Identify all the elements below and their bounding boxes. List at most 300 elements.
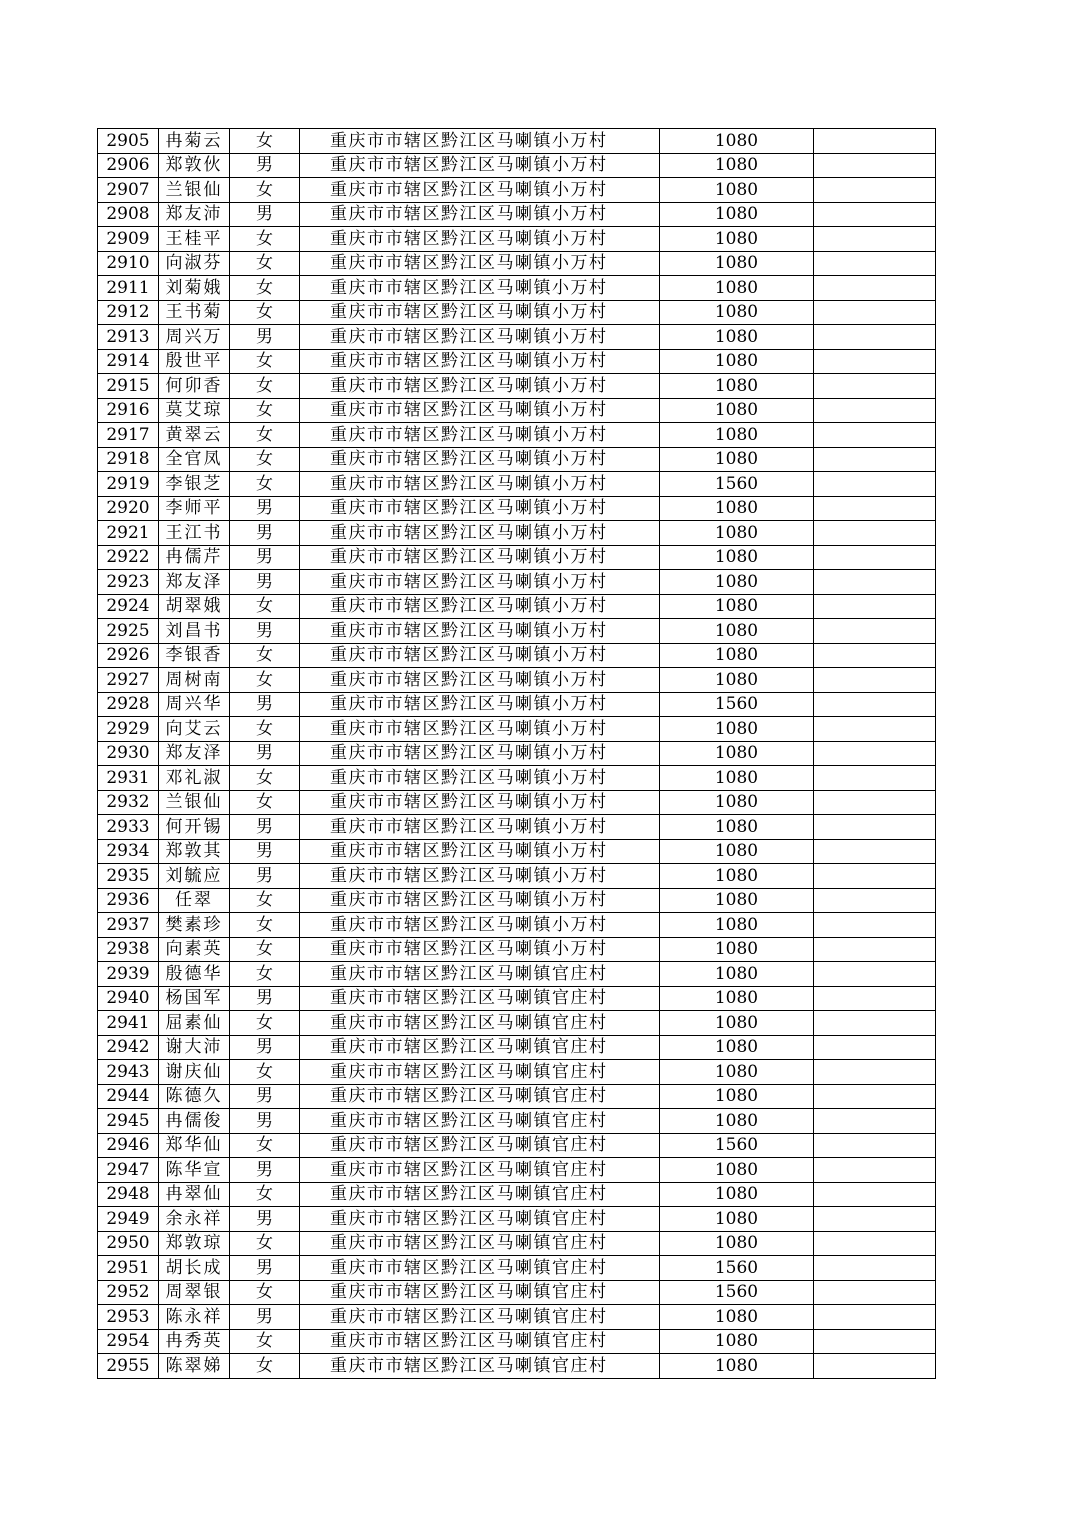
row-number-cell: 2931: [98, 766, 159, 791]
amount-cell: 1080: [660, 594, 814, 619]
amount-cell: 1080: [660, 1231, 814, 1256]
gender-cell: 女: [230, 790, 300, 815]
table-row: [98, 227, 936, 252]
note-cell: [814, 1158, 936, 1183]
note-cell: [814, 1231, 936, 1256]
gender-cell: 女: [230, 1329, 300, 1354]
address-cell: 重庆市市辖区黔江区马喇镇小万村: [300, 153, 660, 178]
name-cell: 殷德华: [159, 962, 230, 987]
address-cell: 重庆市市辖区黔江区马喇镇小万村: [300, 570, 660, 595]
table-body: [98, 129, 936, 1379]
address-cell: 重庆市市辖区黔江区马喇镇小万村: [300, 888, 660, 913]
name-cell: 黄翠云: [159, 423, 230, 448]
table-row: [98, 153, 936, 178]
table-row: [98, 1060, 936, 1085]
note-cell: [814, 692, 936, 717]
name-cell: 郑华仙: [159, 1133, 230, 1158]
amount-cell: 1560: [660, 1256, 814, 1281]
note-cell: [814, 937, 936, 962]
address-cell: 重庆市市辖区黔江区马喇镇官庄村: [300, 1231, 660, 1256]
name-cell: 李银香: [159, 643, 230, 668]
gender-cell: 女: [230, 227, 300, 252]
amount-cell: 1080: [660, 913, 814, 938]
gender-cell: 男: [230, 521, 300, 546]
table-row: [98, 1035, 936, 1060]
name-cell: 郑敦其: [159, 839, 230, 864]
row-number-cell: 2938: [98, 937, 159, 962]
table-row: [98, 1133, 936, 1158]
amount-cell: 1080: [660, 1305, 814, 1330]
row-number-cell: 2919: [98, 472, 159, 497]
gender-cell: 男: [230, 570, 300, 595]
note-cell: [814, 619, 936, 644]
gender-cell: 女: [230, 888, 300, 913]
gender-cell: 女: [230, 374, 300, 399]
table-row: [98, 741, 936, 766]
table-row: [98, 349, 936, 374]
gender-cell: 女: [230, 913, 300, 938]
amount-cell: 1080: [660, 864, 814, 889]
table-row: [98, 815, 936, 840]
name-cell: 殷世平: [159, 349, 230, 374]
address-cell: 重庆市市辖区黔江区马喇镇小万村: [300, 251, 660, 276]
row-number-cell: 2954: [98, 1329, 159, 1354]
amount-cell: 1080: [660, 1182, 814, 1207]
address-cell: 重庆市市辖区黔江区马喇镇小万村: [300, 227, 660, 252]
amount-cell: 1080: [660, 251, 814, 276]
note-cell: [814, 839, 936, 864]
note-cell: [814, 1109, 936, 1134]
table-row: [98, 986, 936, 1011]
address-cell: 重庆市市辖区黔江区马喇镇小万村: [300, 913, 660, 938]
note-cell: [814, 986, 936, 1011]
table-row: [98, 251, 936, 276]
address-cell: 重庆市市辖区黔江区马喇镇小万村: [300, 472, 660, 497]
note-cell: [814, 790, 936, 815]
gender-cell: 男: [230, 202, 300, 227]
note-cell: [814, 423, 936, 448]
gender-cell: 男: [230, 1158, 300, 1183]
row-number-cell: 2955: [98, 1354, 159, 1379]
address-cell: 重庆市市辖区黔江区马喇镇小万村: [300, 202, 660, 227]
row-number-cell: 2948: [98, 1182, 159, 1207]
name-cell: 郑友泽: [159, 741, 230, 766]
note-cell: [814, 545, 936, 570]
table-row: [98, 913, 936, 938]
row-number-cell: 2939: [98, 962, 159, 987]
amount-cell: 1080: [660, 986, 814, 1011]
gender-cell: 女: [230, 1182, 300, 1207]
gender-cell: 女: [230, 349, 300, 374]
row-number-cell: 2918: [98, 447, 159, 472]
row-number-cell: 2953: [98, 1305, 159, 1330]
table-row: [98, 374, 936, 399]
row-number-cell: 2936: [98, 888, 159, 913]
gender-cell: 男: [230, 1109, 300, 1134]
table-row: [98, 1256, 936, 1281]
gender-cell: 男: [230, 496, 300, 521]
address-cell: 重庆市市辖区黔江区马喇镇官庄村: [300, 1329, 660, 1354]
amount-cell: 1080: [660, 178, 814, 203]
note-cell: [814, 374, 936, 399]
name-cell: 杨国军: [159, 986, 230, 1011]
note-cell: [814, 815, 936, 840]
gender-cell: 男: [230, 153, 300, 178]
note-cell: [814, 202, 936, 227]
row-number-cell: 2913: [98, 325, 159, 350]
gender-cell: 女: [230, 398, 300, 423]
table-row: [98, 300, 936, 325]
gender-cell: 男: [230, 986, 300, 1011]
gender-cell: 男: [230, 839, 300, 864]
note-cell: [814, 325, 936, 350]
address-cell: 重庆市市辖区黔江区马喇镇小万村: [300, 178, 660, 203]
address-cell: 重庆市市辖区黔江区马喇镇小万村: [300, 545, 660, 570]
name-cell: 邓礼淑: [159, 766, 230, 791]
name-cell: 兰银仙: [159, 790, 230, 815]
name-cell: 冉儒俊: [159, 1109, 230, 1134]
gender-cell: 女: [230, 1011, 300, 1036]
address-cell: 重庆市市辖区黔江区马喇镇小万村: [300, 276, 660, 301]
address-cell: 重庆市市辖区黔江区马喇镇官庄村: [300, 1305, 660, 1330]
table-row: [98, 472, 936, 497]
note-cell: [814, 962, 936, 987]
note-cell: [814, 1207, 936, 1232]
name-cell: 陈德久: [159, 1084, 230, 1109]
row-number-cell: 2935: [98, 864, 159, 889]
address-cell: 重庆市市辖区黔江区马喇镇小万村: [300, 398, 660, 423]
name-cell: 周树南: [159, 668, 230, 693]
name-cell: 刘昌书: [159, 619, 230, 644]
amount-cell: 1080: [660, 937, 814, 962]
table-row: [98, 1207, 936, 1232]
gender-cell: 男: [230, 1305, 300, 1330]
gender-cell: 男: [230, 1207, 300, 1232]
table-row: [98, 888, 936, 913]
table-row: [98, 423, 936, 448]
gender-cell: 女: [230, 276, 300, 301]
table-row: [98, 594, 936, 619]
row-number-cell: 2915: [98, 374, 159, 399]
table-row: [98, 398, 936, 423]
table-row: [98, 1305, 936, 1330]
gender-cell: 女: [230, 668, 300, 693]
amount-cell: 1080: [660, 202, 814, 227]
table-row: [98, 1158, 936, 1183]
address-cell: 重庆市市辖区黔江区马喇镇小万村: [300, 937, 660, 962]
name-cell: 冉秀英: [159, 1329, 230, 1354]
table-row: [98, 496, 936, 521]
table-row: [98, 325, 936, 350]
amount-cell: 1560: [660, 1280, 814, 1305]
name-cell: 李银芝: [159, 472, 230, 497]
amount-cell: 1080: [660, 839, 814, 864]
note-cell: [814, 1060, 936, 1085]
row-number-cell: 2916: [98, 398, 159, 423]
note-cell: [814, 864, 936, 889]
address-cell: 重庆市市辖区黔江区马喇镇小万村: [300, 692, 660, 717]
name-cell: 冉翠仙: [159, 1182, 230, 1207]
name-cell: 向淑芬: [159, 251, 230, 276]
amount-cell: 1080: [660, 398, 814, 423]
table-row: [98, 129, 936, 154]
name-cell: 兰银仙: [159, 178, 230, 203]
row-number-cell: 2944: [98, 1084, 159, 1109]
data-table: [97, 128, 936, 1379]
gender-cell: 女: [230, 178, 300, 203]
gender-cell: 男: [230, 545, 300, 570]
note-cell: [814, 276, 936, 301]
amount-cell: 1080: [660, 423, 814, 448]
table-row: [98, 766, 936, 791]
amount-cell: 1080: [660, 1109, 814, 1134]
row-number-cell: 2911: [98, 276, 159, 301]
amount-cell: 1080: [660, 643, 814, 668]
name-cell: 郑敦伙: [159, 153, 230, 178]
amount-cell: 1080: [660, 153, 814, 178]
address-cell: 重庆市市辖区黔江区马喇镇小万村: [300, 766, 660, 791]
row-number-cell: 2951: [98, 1256, 159, 1281]
name-cell: 胡翠娥: [159, 594, 230, 619]
gender-cell: 女: [230, 1231, 300, 1256]
amount-cell: 1080: [660, 447, 814, 472]
amount-cell: 1080: [660, 1207, 814, 1232]
row-number-cell: 2924: [98, 594, 159, 619]
note-cell: [814, 668, 936, 693]
row-number-cell: 2923: [98, 570, 159, 595]
name-cell: 任翠: [159, 888, 230, 913]
name-cell: 王书菊: [159, 300, 230, 325]
address-cell: 重庆市市辖区黔江区马喇镇小万村: [300, 864, 660, 889]
row-number-cell: 2910: [98, 251, 159, 276]
note-cell: [814, 717, 936, 742]
note-cell: [814, 1084, 936, 1109]
note-cell: [814, 913, 936, 938]
row-number-cell: 2945: [98, 1109, 159, 1134]
row-number-cell: 2906: [98, 153, 159, 178]
gender-cell: 男: [230, 1084, 300, 1109]
gender-cell: 男: [230, 815, 300, 840]
address-cell: 重庆市市辖区黔江区马喇镇官庄村: [300, 1060, 660, 1085]
row-number-cell: 2914: [98, 349, 159, 374]
amount-cell: 1080: [660, 325, 814, 350]
note-cell: [814, 1011, 936, 1036]
row-number-cell: 2946: [98, 1133, 159, 1158]
row-number-cell: 2947: [98, 1158, 159, 1183]
name-cell: 李师平: [159, 496, 230, 521]
amount-cell: 1080: [660, 888, 814, 913]
note-cell: [814, 227, 936, 252]
table-row: [98, 668, 936, 693]
table-row: [98, 864, 936, 889]
amount-cell: 1080: [660, 790, 814, 815]
amount-cell: 1080: [660, 227, 814, 252]
gender-cell: 男: [230, 864, 300, 889]
table-row: [98, 619, 936, 644]
address-cell: 重庆市市辖区黔江区马喇镇小万村: [300, 447, 660, 472]
note-cell: [814, 1280, 936, 1305]
note-cell: [814, 594, 936, 619]
name-cell: 刘菊娥: [159, 276, 230, 301]
amount-cell: 1080: [660, 619, 814, 644]
address-cell: 重庆市市辖区黔江区马喇镇小万村: [300, 325, 660, 350]
row-number-cell: 2934: [98, 839, 159, 864]
address-cell: 重庆市市辖区黔江区马喇镇小万村: [300, 815, 660, 840]
gender-cell: 女: [230, 643, 300, 668]
table-row: [98, 447, 936, 472]
note-cell: [814, 1256, 936, 1281]
row-number-cell: 2927: [98, 668, 159, 693]
address-cell: 重庆市市辖区黔江区马喇镇小万村: [300, 300, 660, 325]
address-cell: 重庆市市辖区黔江区马喇镇小万村: [300, 717, 660, 742]
gender-cell: 女: [230, 300, 300, 325]
row-number-cell: 2925: [98, 619, 159, 644]
note-cell: [814, 153, 936, 178]
name-cell: 周兴万: [159, 325, 230, 350]
gender-cell: 男: [230, 1256, 300, 1281]
address-cell: 重庆市市辖区黔江区马喇镇小万村: [300, 374, 660, 399]
amount-cell: 1080: [660, 496, 814, 521]
gender-cell: 男: [230, 741, 300, 766]
address-cell: 重庆市市辖区黔江区马喇镇官庄村: [300, 1280, 660, 1305]
table-row: [98, 1109, 936, 1134]
address-cell: 重庆市市辖区黔江区马喇镇官庄村: [300, 1084, 660, 1109]
address-cell: 重庆市市辖区黔江区马喇镇小万村: [300, 741, 660, 766]
table-row: [98, 839, 936, 864]
table-row: [98, 1182, 936, 1207]
gender-cell: 女: [230, 1354, 300, 1379]
amount-cell: 1080: [660, 1035, 814, 1060]
address-cell: 重庆市市辖区黔江区马喇镇官庄村: [300, 1133, 660, 1158]
name-cell: 谢大沛: [159, 1035, 230, 1060]
row-number-cell: 2917: [98, 423, 159, 448]
amount-cell: 1080: [660, 668, 814, 693]
name-cell: 周翠银: [159, 1280, 230, 1305]
table-row: [98, 178, 936, 203]
note-cell: [814, 888, 936, 913]
row-number-cell: 2930: [98, 741, 159, 766]
row-number-cell: 2922: [98, 545, 159, 570]
address-cell: 重庆市市辖区黔江区马喇镇小万村: [300, 521, 660, 546]
name-cell: 谢庆仙: [159, 1060, 230, 1085]
table-row: [98, 276, 936, 301]
name-cell: 陈翠娣: [159, 1354, 230, 1379]
table-row: [98, 521, 936, 546]
amount-cell: 1080: [660, 374, 814, 399]
amount-cell: 1560: [660, 692, 814, 717]
address-cell: 重庆市市辖区黔江区马喇镇官庄村: [300, 1011, 660, 1036]
gender-cell: 男: [230, 1035, 300, 1060]
gender-cell: 男: [230, 692, 300, 717]
name-cell: 莫艾琼: [159, 398, 230, 423]
name-cell: 樊素珍: [159, 913, 230, 938]
name-cell: 刘毓应: [159, 864, 230, 889]
note-cell: [814, 1182, 936, 1207]
name-cell: 冉菊云: [159, 129, 230, 154]
address-cell: 重庆市市辖区黔江区马喇镇官庄村: [300, 962, 660, 987]
note-cell: [814, 300, 936, 325]
table-row: [98, 1280, 936, 1305]
amount-cell: 1080: [660, 766, 814, 791]
address-cell: 重庆市市辖区黔江区马喇镇官庄村: [300, 1182, 660, 1207]
gender-cell: 女: [230, 717, 300, 742]
note-cell: [814, 766, 936, 791]
row-number-cell: 2926: [98, 643, 159, 668]
name-cell: 冉儒芹: [159, 545, 230, 570]
amount-cell: 1080: [660, 521, 814, 546]
amount-cell: 1080: [660, 349, 814, 374]
table-row: [98, 937, 936, 962]
name-cell: 郑友沛: [159, 202, 230, 227]
amount-cell: 1080: [660, 276, 814, 301]
row-number-cell: 2937: [98, 913, 159, 938]
table-row: [98, 790, 936, 815]
row-number-cell: 2950: [98, 1231, 159, 1256]
note-cell: [814, 1305, 936, 1330]
row-number-cell: 2940: [98, 986, 159, 1011]
address-cell: 重庆市市辖区黔江区马喇镇小万村: [300, 423, 660, 448]
note-cell: [814, 398, 936, 423]
name-cell: 屈素仙: [159, 1011, 230, 1036]
address-cell: 重庆市市辖区黔江区马喇镇小万村: [300, 839, 660, 864]
amount-cell: 1080: [660, 129, 814, 154]
gender-cell: 男: [230, 619, 300, 644]
gender-cell: 女: [230, 962, 300, 987]
row-number-cell: 2921: [98, 521, 159, 546]
amount-cell: 1560: [660, 1133, 814, 1158]
name-cell: 何开锡: [159, 815, 230, 840]
gender-cell: 女: [230, 766, 300, 791]
table-row: [98, 202, 936, 227]
address-cell: 重庆市市辖区黔江区马喇镇官庄村: [300, 1109, 660, 1134]
note-cell: [814, 1329, 936, 1354]
table-row: [98, 545, 936, 570]
gender-cell: 女: [230, 251, 300, 276]
table-row: [98, 717, 936, 742]
table-row: [98, 1329, 936, 1354]
row-number-cell: 2949: [98, 1207, 159, 1232]
name-cell: 王江书: [159, 521, 230, 546]
name-cell: 陈永祥: [159, 1305, 230, 1330]
table-row: [98, 1011, 936, 1036]
note-cell: [814, 741, 936, 766]
row-number-cell: 2932: [98, 790, 159, 815]
note-cell: [814, 447, 936, 472]
table-row: [98, 692, 936, 717]
amount-cell: 1080: [660, 300, 814, 325]
note-cell: [814, 1133, 936, 1158]
address-cell: 重庆市市辖区黔江区马喇镇小万村: [300, 129, 660, 154]
row-number-cell: 2905: [98, 129, 159, 154]
row-number-cell: 2942: [98, 1035, 159, 1060]
address-cell: 重庆市市辖区黔江区马喇镇小万村: [300, 619, 660, 644]
row-number-cell: 2920: [98, 496, 159, 521]
row-number-cell: 2907: [98, 178, 159, 203]
row-number-cell: 2912: [98, 300, 159, 325]
table-row: [98, 962, 936, 987]
amount-cell: 1080: [660, 815, 814, 840]
table-row: [98, 643, 936, 668]
gender-cell: 女: [230, 423, 300, 448]
note-cell: [814, 1354, 936, 1379]
amount-cell: 1080: [660, 741, 814, 766]
row-number-cell: 2941: [98, 1011, 159, 1036]
address-cell: 重庆市市辖区黔江区马喇镇官庄村: [300, 1256, 660, 1281]
gender-cell: 女: [230, 1280, 300, 1305]
amount-cell: 1560: [660, 472, 814, 497]
gender-cell: 女: [230, 594, 300, 619]
address-cell: 重庆市市辖区黔江区马喇镇小万村: [300, 496, 660, 521]
